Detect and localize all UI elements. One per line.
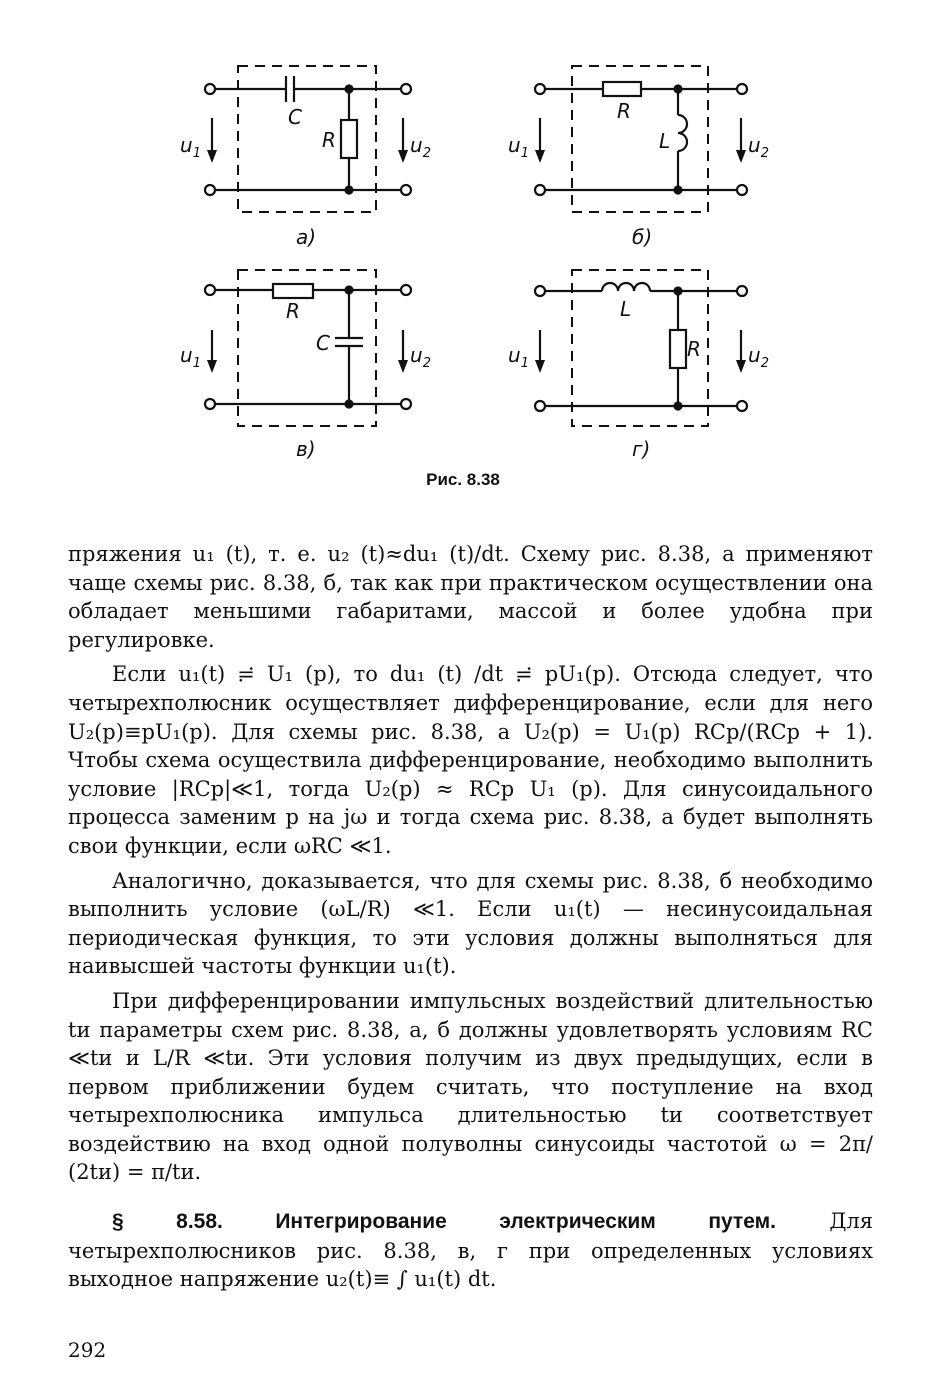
label-L-b: L <box>659 129 671 153</box>
paragraph-2: Если u₁(t) ≓ U₁ (p), то du₁ (t) /dt ≓ pU₁(p). Отсюда следует, что четырехполюсник осуществляет дифференцирование, если для него U₂(p)≡pU₁(p). Для схемы рис. 8.38, а U₂(p) = U₁(p) RCp/(RCp + 1). Чтобы схема осуществила дифференцирование, необходимо выполнить условие |RCp|≪1, тогда U₂(p) ≈ RCp U₁ (p). Для синусоидального процесса заменим p на jω и тогда схема рис. 8.38, а будет выполнять свои функции, если ωRC ≪1. <box>68 662 873 858</box>
resistor-symbol <box>341 120 357 158</box>
label-u1-b: $u_1$ <box>508 133 529 161</box>
resistor-symbol <box>603 82 641 96</box>
figure-caption: Рис. 8.38 <box>426 470 500 489</box>
label-u1-a: $u_1$ <box>180 133 201 161</box>
section-title: § 8.58. Интегрирование электрическим путем. <box>112 1210 776 1234</box>
paragraph-4: При дифференцировании импульсных воздействий длительностью tи параметры схем рис. 8.38, а, б должны удовлетворять условиям RC ≪tи и L/R ≪tи. Эти условия получим из двух предыдущих, если в первом приближении будем считать, что поступление на вход четырехполюсника импульса длительностью tи соответствует воздействию на вход одной полуволны синусоиды частотой ω = 2π/ (2tи) = π/tи. <box>68 988 873 1185</box>
label-v: в) <box>296 437 316 461</box>
circuit-g <box>535 270 747 426</box>
label-a: а) <box>296 225 317 249</box>
label-b: б) <box>632 225 653 249</box>
section-8-58 <box>68 1207 873 1294</box>
circuit-a <box>205 66 411 212</box>
inductor-symbol <box>678 115 687 151</box>
label-u1-g: $u_1$ <box>508 343 529 371</box>
resistor-symbol <box>670 330 686 368</box>
body-text <box>68 540 873 1300</box>
dashed-box-v <box>238 270 376 426</box>
label-u2-a: $u_2$ <box>410 133 431 161</box>
label-u2-g: $u_2$ <box>748 343 769 371</box>
resistor-symbol <box>273 284 313 298</box>
label-L-g: L <box>620 297 632 321</box>
circuit-diagrams <box>0 0 926 500</box>
label-C-v: C <box>316 331 330 355</box>
inductor-symbol <box>602 283 650 291</box>
label-g: г) <box>632 437 651 461</box>
label-R-b: R <box>617 99 631 123</box>
label-u2-v: $u_2$ <box>410 343 431 371</box>
label-R-g: R <box>687 337 701 361</box>
circuit-b <box>535 66 747 212</box>
paragraph-3: Аналогично, доказывается, что для схемы рис. 8.38, б необходимо выполнить условие (ωL/R) ≪1. Если u₁(t) — несинусоидальная периодическая функция, то эти условия должны выполняться для наивысшей частоты функции u₁(t). <box>68 868 873 979</box>
label-R-a: R <box>322 128 336 152</box>
label-u2-b: $u_2$ <box>748 133 769 161</box>
figure-8-38 <box>0 0 926 500</box>
circuit-v <box>205 270 411 426</box>
label-R-v: R <box>286 299 300 323</box>
label-u1-v: $u_1$ <box>180 343 201 371</box>
paragraph-5: Для четырехполюсников рис. 8.38, в, г при определенных условиях выходное напряжение u₂(t)≡ ∫ u₁(t) dt. <box>68 1209 873 1292</box>
paragraph-1: пряжения u₁ (t), т. е. u₂ (t)≈du₁ (t)/dt. Схему рис. 8.38, а применяют чаще схемы рис. 8.38, б, так как при практическом осуществлении она обладает меньшими габаритами, массой и более удобна при регулировке. <box>68 542 873 652</box>
page-number: 292 <box>68 1338 107 1362</box>
label-C-a: C <box>288 105 302 129</box>
